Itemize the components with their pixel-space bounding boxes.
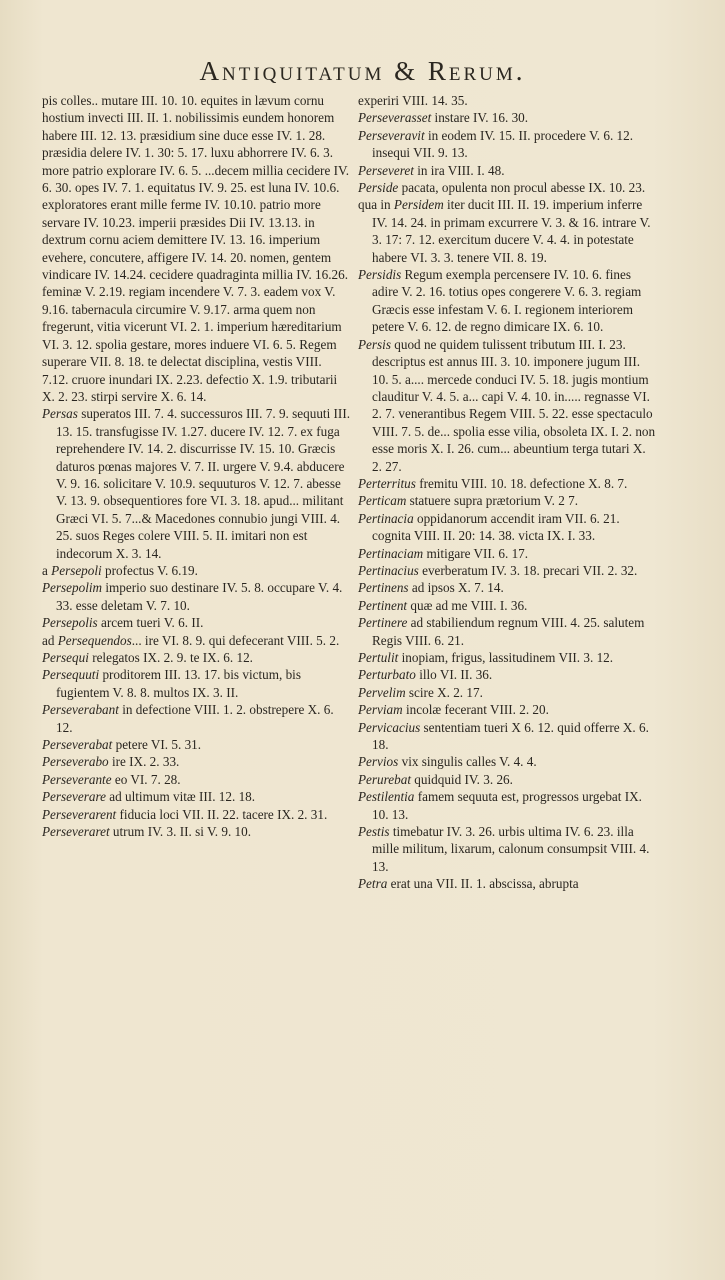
index-headword: Persas — [42, 406, 78, 422]
index-entry — [42, 736, 350, 753]
index-headword: Pestilentia — [358, 789, 415, 805]
index-references: everberatum IV. 3. 18. precari VII. 2. 32. — [418, 562, 638, 578]
index-headword: Perseverare — [42, 789, 106, 805]
index-references: ad stabiliendum regnum VIII. 4. 25. salutem Regis VIII. 6. 21. — [372, 615, 645, 648]
index-entry — [42, 92, 350, 405]
index-entry — [358, 753, 656, 770]
index-headword: Pertulit — [358, 650, 399, 665]
index-references: relegatos IX. 2. 9. te IX. 6. 12. — [88, 650, 253, 665]
index-headword: Perseveravit — [358, 127, 425, 143]
index-entry — [358, 701, 656, 718]
index-entry — [358, 510, 656, 545]
index-headword: Pervelim — [358, 684, 406, 700]
index-references: in ira VIII. I. 48. — [413, 162, 505, 178]
index-entry — [358, 266, 656, 336]
index-entry — [358, 109, 656, 126]
index-entry — [358, 684, 656, 701]
index-references: eo VI. 7. 28. — [111, 771, 181, 787]
index-entry — [358, 875, 656, 892]
index-entry — [358, 127, 656, 162]
running-header: Antiquitatum & Rerum. — [199, 56, 526, 86]
index-references: ad Persequendos... ire VI. 8. 9. qui defecerant VIII. 5. 2. — [42, 632, 340, 648]
index-references: utrum IV. 3. II. si V. 9. 10. — [109, 824, 252, 840]
index-entry — [358, 475, 656, 492]
index-entry — [358, 562, 656, 579]
index-entry — [358, 771, 656, 788]
index-entry — [358, 492, 656, 509]
index-references: in eodem IV. 15. II. procedere V. 6. 12. insequi VII. 9. 13. — [372, 127, 634, 161]
index-references: arcem tueri V. 6. II. — [97, 615, 204, 631]
index-references: quod ne quidem tulissent tributum III. I. 23. descriptus est annus III. 3. 10. imponere jugum III. 10. 5. a.... mercede conduci IV. 5. 18. jugis montium clauditur V. 4. 5. a... capi V. 4. 10. in..... regnasse VI. 2. 7. venerantibus Regem VIII. 5. 22. esse spectaculo VIII. 7. 5. de... spolia esse vilia, obsoleta IX. I. 2. non esse moris X. I. 26. cum... abeuntium terga tutari X. 2. 27. — [372, 336, 656, 474]
index-references: oppidanorum accendit iram VII. 6. 21. cognita VIII. II. 20: 14. 38. victa IX. I. 33. — [372, 510, 620, 544]
index-headword: Pertinacia — [358, 510, 414, 526]
index-entry — [42, 823, 350, 840]
index-headword: Persequuti — [42, 667, 100, 683]
index-references: ire IX. 2. 33. — [108, 754, 180, 770]
index-entry — [42, 405, 350, 562]
index-headword: Persequi — [42, 650, 89, 665]
index-headword: Perseveraret — [42, 824, 110, 840]
index-headword: Persis — [358, 336, 391, 352]
index-column-right — [358, 92, 656, 893]
index-headword: Perseverabat — [42, 737, 113, 753]
index-headword: Pervicacius — [358, 719, 421, 735]
index-headword: Pestis — [358, 824, 390, 840]
index-headword: Pertinent — [358, 597, 408, 613]
index-entry — [42, 666, 350, 701]
index-headword: Perturbato — [358, 667, 416, 683]
index-entry — [358, 649, 656, 666]
index-references: ad ipsos X. 7. 14. — [408, 580, 504, 596]
index-references: qua in Persidem iter ducit III. II. 19. imperium inferre IV. 14. 24. in primam excurrere V. 3. & 16. intrare V. 3. 17: 7. 12. exercitum ducere V. 4. 4. in potestate habere VI. 3. 3. tenere VII. 8. 19. — [358, 197, 651, 265]
index-references: incolæ fecerant VIII. 2. 20. — [402, 702, 549, 718]
index-entry — [42, 579, 350, 614]
index-headword: Perseverabo — [42, 754, 109, 770]
index-references: quæ ad me VIII. I. 36. — [407, 597, 528, 613]
index-references: a Persepoli profectus V. 6.19. — [42, 562, 198, 578]
index-entry — [42, 632, 350, 649]
index-references: pis colles.. mutare III. 10. 10. equites in lævum cornu hostium invecti III. II. 1. nobilissimis eundem honorem habere III. 12. 13. præsidium sine duce esse IV. 1. 28. præsidia delere IV. 1. 30: 5. 17. luxu abhorrere IV. 6. 3. more patrio explorare IV. 6. 5. ...decem millia cecidere IV. 6. 30. opes IV. 7. 1. equitatus IV. 9. 25. est luna IV. 10.6. exploratores erant mille ferme IV. 10.10. patrio more servare IV. 10.23. imperii præsides Dii IV. 13.13. in dextrum cornu aciem demittere IV. 13. 16. imperium evehere, concutere, affigere IV. 14. 20. nomen, gentem vindicare IV. 14.24. cecidere quadraginta millia IV. 16.26. feminæ V. 2.19. regiam incendere V. 7. 3. eadem vox V. 9.16. tabernacula circumire V. 9.17. arma quem non fregerunt, vitia vicerunt VI. 2. 1. imperium hæreditarium VI. 3. 12. spolia gestare, mores induere VI. 6. 5. Regem superare VII. 8. 18. te delectat disciplina, vestis VIII. 7.12. cruore inundari IX. 2.23. defectio X. 1.9. tributarii X. 2. 23. stirpi servire X. 6. 14. — [42, 93, 350, 404]
index-headword: Perseverante — [42, 771, 112, 787]
index-entry — [358, 597, 656, 614]
index-references: Regum exempla percensere IV. 10. 6. fines adire V. 2. 16. totius opes congerere V. 6. 3. regiam Græcis esse infestam V. 6. I. regionem interiorem petere V. 6. 12. de regno dimicare IX. 6. 10. — [372, 267, 642, 335]
index-references: erat una VII. II. 1. abscissa, abrupta — [387, 876, 579, 892]
index-headword: Petra — [358, 876, 388, 892]
index-headword: Perseverabant — [42, 702, 119, 718]
index-entry — [42, 562, 350, 579]
index-references: famem sequuta est, progressos urgebat IX. 10. 13. — [372, 789, 642, 822]
index-entry — [358, 92, 656, 109]
index-entry — [358, 336, 656, 475]
index-headword: Persidis — [358, 267, 402, 283]
index-references: pacata, opulenta non procul abesse IX. 10. 23. — [398, 180, 646, 196]
index-entry — [358, 196, 656, 266]
index-headword: Perside — [358, 180, 399, 196]
index-references: petere VI. 5. 31. — [112, 737, 202, 753]
index-headword: Perticam — [358, 493, 407, 509]
index-references: experiri VIII. 14. 35. — [358, 93, 468, 108]
index-references: inopiam, frigus, lassitudinem VII. 3. 12. — [398, 650, 614, 665]
index-entry — [358, 179, 656, 196]
index-references: in defectione VIII. 1. 2. obstrepere X. 6. 12. — [56, 702, 334, 735]
index-headword: Perseverarent — [42, 806, 117, 822]
index-entry — [42, 649, 350, 666]
index-headword: Perseverasset — [358, 110, 432, 126]
index-headword: Pervios — [358, 754, 399, 770]
index-entry — [358, 162, 656, 179]
index-entry — [42, 806, 350, 823]
index-references: superatos III. 7. 4. successuros III. 7. 9. sequuti III. 13. 15. transfugisse IV. 1.27. ducere IV. 12. 7. ex fuga reprehendere IV. 14. 2. discurrisse IV. 15. 10. Græcis daturos pœnas majores V. 7. II. urgere V. 9.4. abducere V. 9. 16. solicitare V. 10.9. sequuturos V. 12. 7. abesse V. 13. 9. obsequentiores fore VI. 3. 18. apud... militant Græci VI. 5. 7...& Macedones connubio jungi VIII. 4. 25. suos Reges colere VIII. 5. II. imitari non est indecorum X. 3. 14. — [56, 406, 351, 561]
index-references: vix singulis calles V. 4. 4. — [398, 754, 537, 770]
index-entry — [358, 788, 656, 823]
index-headword: Perterritus — [358, 475, 416, 491]
index-references: instare IV. 16. 30. — [431, 110, 529, 126]
index-references: proditorem III. 13. 17. bis victum, bis fugientem V. 8. 8. multos IX. 3. II. — [56, 667, 301, 700]
index-headword: Pertinacius — [358, 562, 419, 578]
index-references: quidquid IV. 3. 26. — [410, 771, 513, 787]
index-entry — [358, 614, 656, 649]
index-references: scire X. 2. 17. — [405, 684, 483, 700]
index-headword: Persepolim — [42, 580, 103, 596]
index-entry — [42, 701, 350, 736]
index-headword: Persepolis — [42, 615, 98, 631]
index-entry — [358, 545, 656, 562]
index-entry — [358, 823, 656, 875]
index-references: mitigare VII. 6. 17. — [423, 545, 529, 561]
index-entry — [42, 614, 350, 631]
index-headword: Perseveret — [358, 162, 414, 178]
index-entry — [42, 753, 350, 770]
index-column-left — [42, 92, 350, 840]
index-entry — [358, 666, 656, 683]
index-headword: Pertinens — [358, 580, 409, 596]
index-headword: Perviam — [358, 702, 403, 718]
index-headword: Pertinere — [358, 615, 408, 631]
index-references: fremitu VIII. 10. 18. defectione X. 8. 7. — [415, 475, 628, 491]
index-headword: Perurebat — [358, 771, 411, 787]
index-references: timebatur IV. 3. 26. urbis ultima IV. 6. 23. illa mille militum, lixarum, calonum consumpsit VIII. 4. 13. — [372, 824, 650, 874]
index-entry — [358, 719, 656, 754]
index-entry — [42, 788, 350, 805]
index-headword: Pertinaciam — [358, 545, 424, 561]
index-entry — [358, 579, 656, 596]
index-references: illo VI. II. 36. — [415, 667, 493, 683]
index-references: statuere supra prætorium V. 2 7. — [406, 493, 579, 509]
index-references: ad ultimum vitæ III. 12. 18. — [105, 789, 256, 805]
index-references: fiducia loci VII. II. 22. tacere IX. 2. 31. — [116, 806, 328, 822]
index-entry — [42, 771, 350, 788]
index-references: sententiam tueri X 6. 12. quid offerre X. 6. 18. — [372, 719, 649, 753]
index-references: imperio suo destinare IV. 5. 8. occupare V. 4. 33. esse deletam V. 7. 10. — [56, 580, 343, 613]
